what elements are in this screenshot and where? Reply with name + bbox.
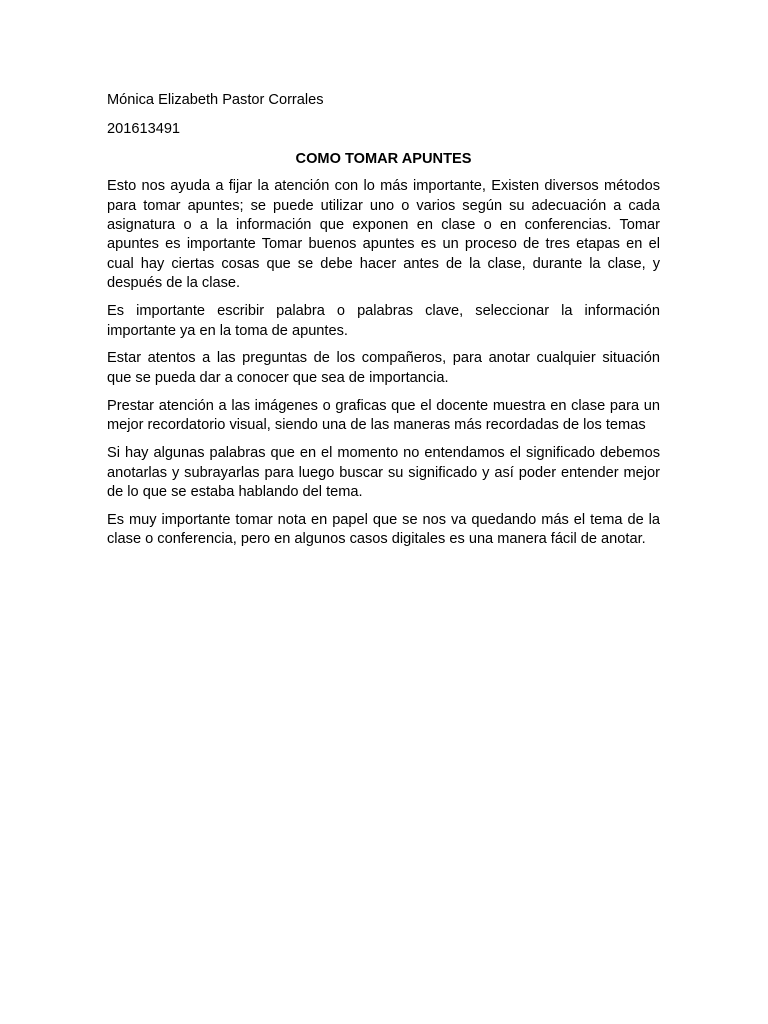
document-title: COMO TOMAR APUNTES	[295, 150, 472, 167]
paragraph-3: Estar atentos a las preguntas de los compañeros, para anotar cualquier situación que se pueda dar a conocer que sea de importancia.	[107, 350, 660, 386]
student-id: 201613491	[107, 121, 181, 138]
author-name: Mónica Elizabeth Pastor Corrales	[107, 92, 324, 108]
paragraph-1: Esto nos ayuda a fijar la atención con lo más importante, Existen diversos métodos para tomar apuntes; se puede utilizar uno o varios según su adecuación a cada asignatura o a la información que exponen en clase o en conferencias. Tomar apuntes es importante Tomar buenos apuntes es un proceso de tres etapas en el cual hay ciertas cosas que se debe hacer antes de la clase, durante la clase, y después de la clase.	[107, 178, 660, 292]
paragraph-2: Es importante escribir palabra o palabras clave, seleccionar la información importante ya en la toma de apuntes.	[107, 303, 660, 339]
paragraph-6: Es muy importante tomar nota en papel que se nos va quedando más el tema de la clase o conferencia, pero en algunos casos digitales es una manera fácil de anotar.	[107, 511, 660, 548]
document-body	[107, 91, 660, 558]
paragraph-4: Prestar atención a las imágenes o graficas que el docente muestra en clase para un mejor recordatorio visual, siendo una de las maneras más recordadas de los temas	[107, 397, 660, 434]
paragraph-5: Si hay algunas palabras que en el momento no entendamos el significado debemos anotarlas y subrayarlas para luego buscar su significado y así poder entender mejor de lo que se estaba hablando del tema.	[107, 445, 660, 500]
